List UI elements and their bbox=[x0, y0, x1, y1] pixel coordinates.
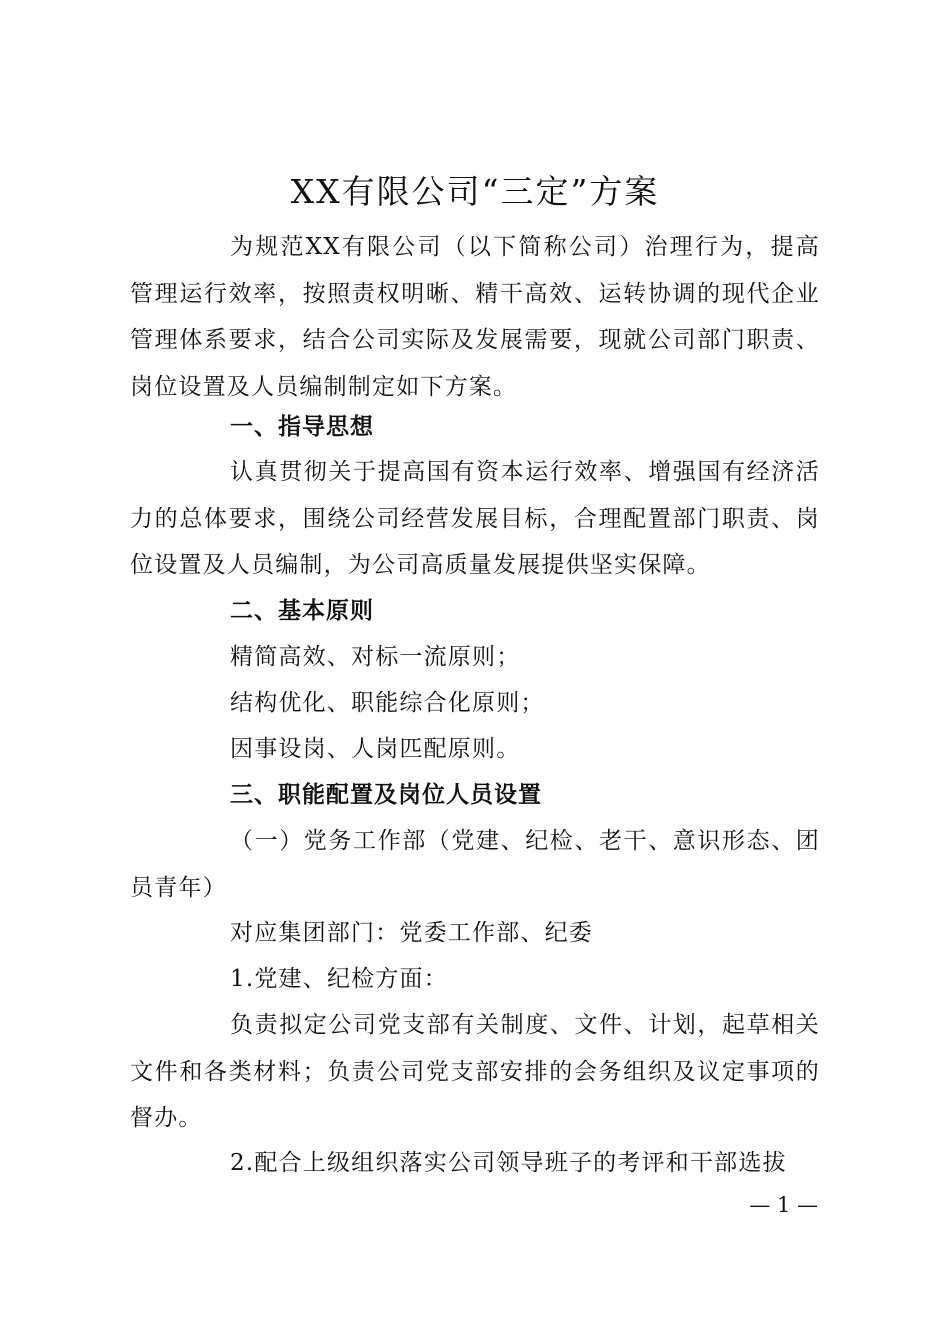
section-heading-functions: 三、职能配置及岗位人员设置 bbox=[230, 782, 542, 808]
item-paragraph: 负责拟定公司党支部有关制度、文件、计划，起草相关文件和各类材料；负责公司党支部安排的会务组织及议定事项的督办。 bbox=[130, 1012, 820, 1131]
intro-paragraph: 为规范XX有限公司（以下简称公司）治理行为，提高管理运行效率，按照责权明晰、精干高效、运转协调的现代企业管理体系要求，结合公司实际及发展需要，现就公司部门职责、岗位设置及人员编制制定如下方案。 bbox=[130, 234, 820, 400]
item-paragraph: 2.配合上级组织落实公司领导班子的考评和干部选拔 bbox=[230, 1150, 787, 1176]
dept-heading: （一）党务工作部（党建、纪检、老干、意识形态、团员青年） bbox=[130, 828, 820, 901]
guiding-thought-paragraph: 认真贯彻关于提高国有资本运行效率、增强国有经济活力的总体要求，围绕公司经营发展目标，合理配置部门职责、岗位设置及人员编制，为公司高质量发展提供坚实保障。 bbox=[130, 459, 820, 578]
page-number: — 1 — bbox=[749, 1193, 818, 1217]
section-heading-basic-principles: 二、基本原则 bbox=[230, 598, 374, 624]
principle-item: 因事设岗、人岗匹配原则。 bbox=[230, 736, 521, 762]
document-title: XX有限公司“三定”方案 bbox=[290, 172, 660, 211]
dept-counterpart: 对应集团部门：党委工作部、纪委 bbox=[230, 920, 593, 946]
principle-item: 结构优化、职能综合化原则； bbox=[230, 690, 545, 716]
item-heading: 1.党建、纪检方面： bbox=[230, 966, 448, 992]
section-heading-guiding-thought: 一、指导思想 bbox=[230, 414, 374, 440]
principle-item: 精简高效、对标一流原则； bbox=[230, 644, 521, 670]
